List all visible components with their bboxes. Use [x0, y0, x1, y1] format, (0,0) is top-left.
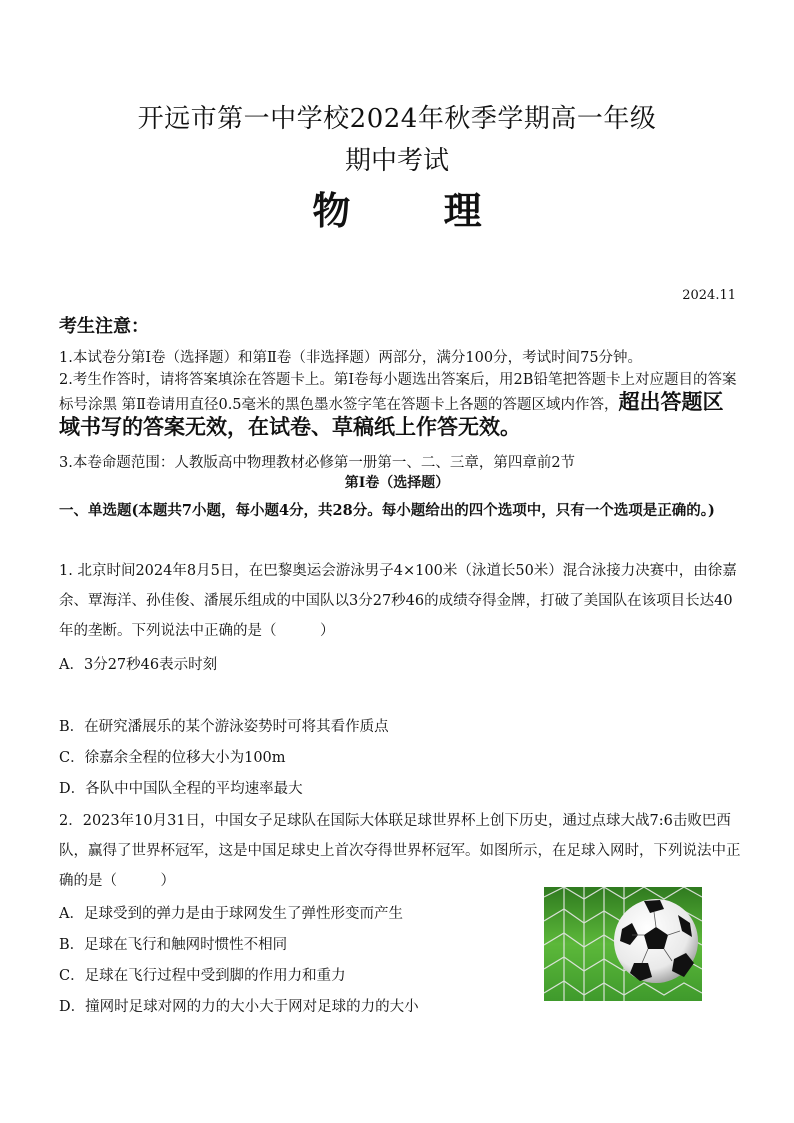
exam-title: 开远市第一中学校2024年秋季学期高一年级 [137, 104, 657, 134]
question-2-option-d: D．撞网时足球对网的力的大小大于网对足球的力的大小 [59, 999, 419, 1015]
question-1-option-c: C．徐嘉余全程的位移大小为100m [59, 750, 286, 766]
section-title: 第Ⅰ卷（选择题） [344, 475, 450, 491]
question-1-stem: 1. 北京时间2024年8月5日，在巴黎奥运会游泳男子4×100米（泳道长50米）混合泳接力决赛中，由徐嘉余、覃海洋、孙佳俊、潘展乐组成的中国队以3分27秒46的成绩夺得金牌，打破了美国队在该项目长达40年的垄断。下列说法中正确的是（ ） [59, 563, 737, 639]
notice-item-2-emphasis: 超出答题区域书写的答案无效，在试卷、草稿纸上作答无效。 [59, 390, 724, 439]
question-2-option-a: A．足球受到的弹力是由于球网发生了弹性形变而产生 [59, 906, 403, 922]
question-2-option-b: B．足球在飞行和触网时惯性不相同 [59, 937, 288, 953]
notice-item-2 [59, 369, 739, 441]
question-1-option-d: D．各队中中国队全程的平均速率最大 [59, 781, 303, 797]
subject-title: 物 理 [312, 188, 522, 233]
notice-heading: 考生注意： [59, 316, 149, 337]
question-2-option-c: C．足球在飞行过程中受到脚的作用力和重力 [59, 968, 346, 984]
question-2-stem: 2．2023年10月31日，中国女子足球队在国际大体联足球世界杯上创下历史，通过点球大战7:6击败巴西队，赢得了世界杯冠军，这是中国足球史上首次夺得世界杯冠军。如图所示，在足球入网时，下列说法中正确的是（ ） [59, 813, 741, 889]
notice-item-1: 1.本试卷分第Ⅰ卷（选择题）和第Ⅱ卷（非选择题）两部分，满分100分，考试时间75分钟。 [59, 350, 643, 366]
section-instructions: 一、单选题(本题共7小题，每小题4分，共28分。每小题给出的四个选项中，只有一个选项是正确的。) [59, 502, 715, 519]
question-1-option-a: A．3分27秒46表示时刻 [59, 657, 218, 673]
soccer-ball-net-image [544, 887, 702, 1001]
exam-date: 2024.11 [682, 288, 736, 303]
notice-item-2-text: 2.考生作答时，请将答案填涂在答题卡上。第Ⅰ卷每小题选出答案后，用2B铅笔把答题卡上对应题目的答案标号涂黑 第Ⅱ卷请用直径0.5毫米的黑色墨水签字笔在答题卡上各题的答题区域内作答， [59, 372, 737, 413]
exam-subtitle: 期中考试 [344, 146, 449, 176]
notice-item-3: 3.本卷命题范围：人教版高中物理教材必修第一册第一、二、三章，第四章前2节 [59, 455, 576, 471]
soccer-ball-icon [544, 887, 702, 1001]
question-1-option-b: B．在研究潘展乐的某个游泳姿势时可将其看作质点 [59, 719, 389, 735]
